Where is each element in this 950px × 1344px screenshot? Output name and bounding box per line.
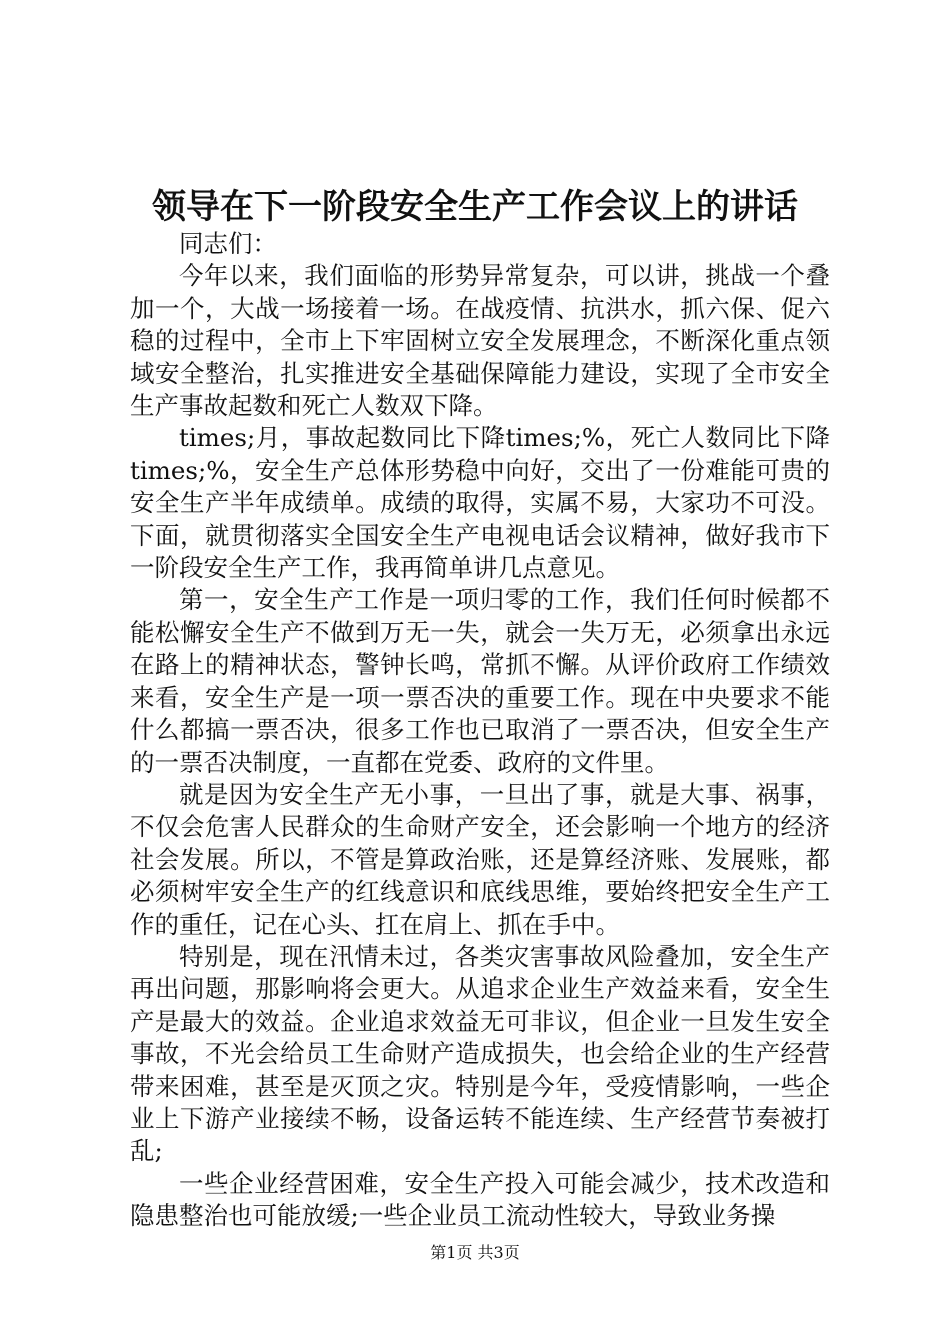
document-title: 领导在下一阶段安全生产工作会议上的讲话 [152, 187, 798, 227]
body-paragraph: times;月，事故起数同比下降times;%，死亡人数同比下降times;%，安全生产总体形势稳中向好，交出了一份难能可贵的安全生产半年成绩单。成绩的取得，实属不易，大家功不可没。下面，就贯彻落实全国安全生产电视电话会议精神，做好我市下一阶段安全生产工作，我再简单讲几点意见。 [130, 423, 830, 583]
body-paragraph: 特别是，现在汛情未过，各类灾害事故风险叠加，安全生产再出问题，那影响将会更大。从追求企业生产效益来看，安全生产是最大的效益。企业追求效益无可非议，但企业一旦发生安全事故，不光会给员工生命财产造成损失，也会给企业的生产经营带来困难，甚至是灭顶之灾。特别是今年，受疫情影响，一些企业上下游产业接续不畅，设备运转不能连续、生产经营节奏被打乱; [130, 941, 830, 1166]
body-paragraph: 第一，安全生产工作是一项归零的工作，我们任何时候都不能松懈安全生产不做到万无一失，就会一失万无，必须拿出永远在路上的精神状态，警钟长鸣，常抓不懈。从评价政府工作绩效来看，安全生产是一项一票否决的重要工作。现在中央要求不能什么都搞一票否决，很多工作也已取消了一票否决，但安全生产的一票否决制度，一直都在党委、政府的文件里。 [130, 585, 830, 777]
page-number-footer: 第1页 共3页 [430, 1243, 520, 1262]
salutation-paragraph: 同志们： [179, 229, 277, 258]
document-body [130, 228, 830, 1231]
body-paragraph: 一些企业经营困难，安全生产投入可能会减少，技术改造和隐患整治也可能放缓;一些企业员工流动性较大，导致业务操 [130, 1168, 830, 1231]
body-paragraph: 今年以来，我们面临的形势异常复杂，可以讲，挑战一个叠加一个，大战一场接着一场。在战疫情、抗洪水，抓六保、促六稳的过程中，全市上下牢固树立安全发展理念，不断深化重点领域安全整治，扎实推进安全基础保障能力建设，实现了全市安全生产事故起数和死亡人数双下降。 [130, 261, 830, 421]
body-paragraph: 就是因为安全生产无小事，一旦出了事，就是大事、祸事，不仅会危害人民群众的生命财产安全，还会影响一个地方的经济社会发展。所以，不管是算政治账，还是算经济账、发展账，都必须树牢安全生产的红线意识和底线思维，要始终把安全生产工作的重任，记在心头、扛在肩上、抓在手中。 [130, 779, 830, 939]
